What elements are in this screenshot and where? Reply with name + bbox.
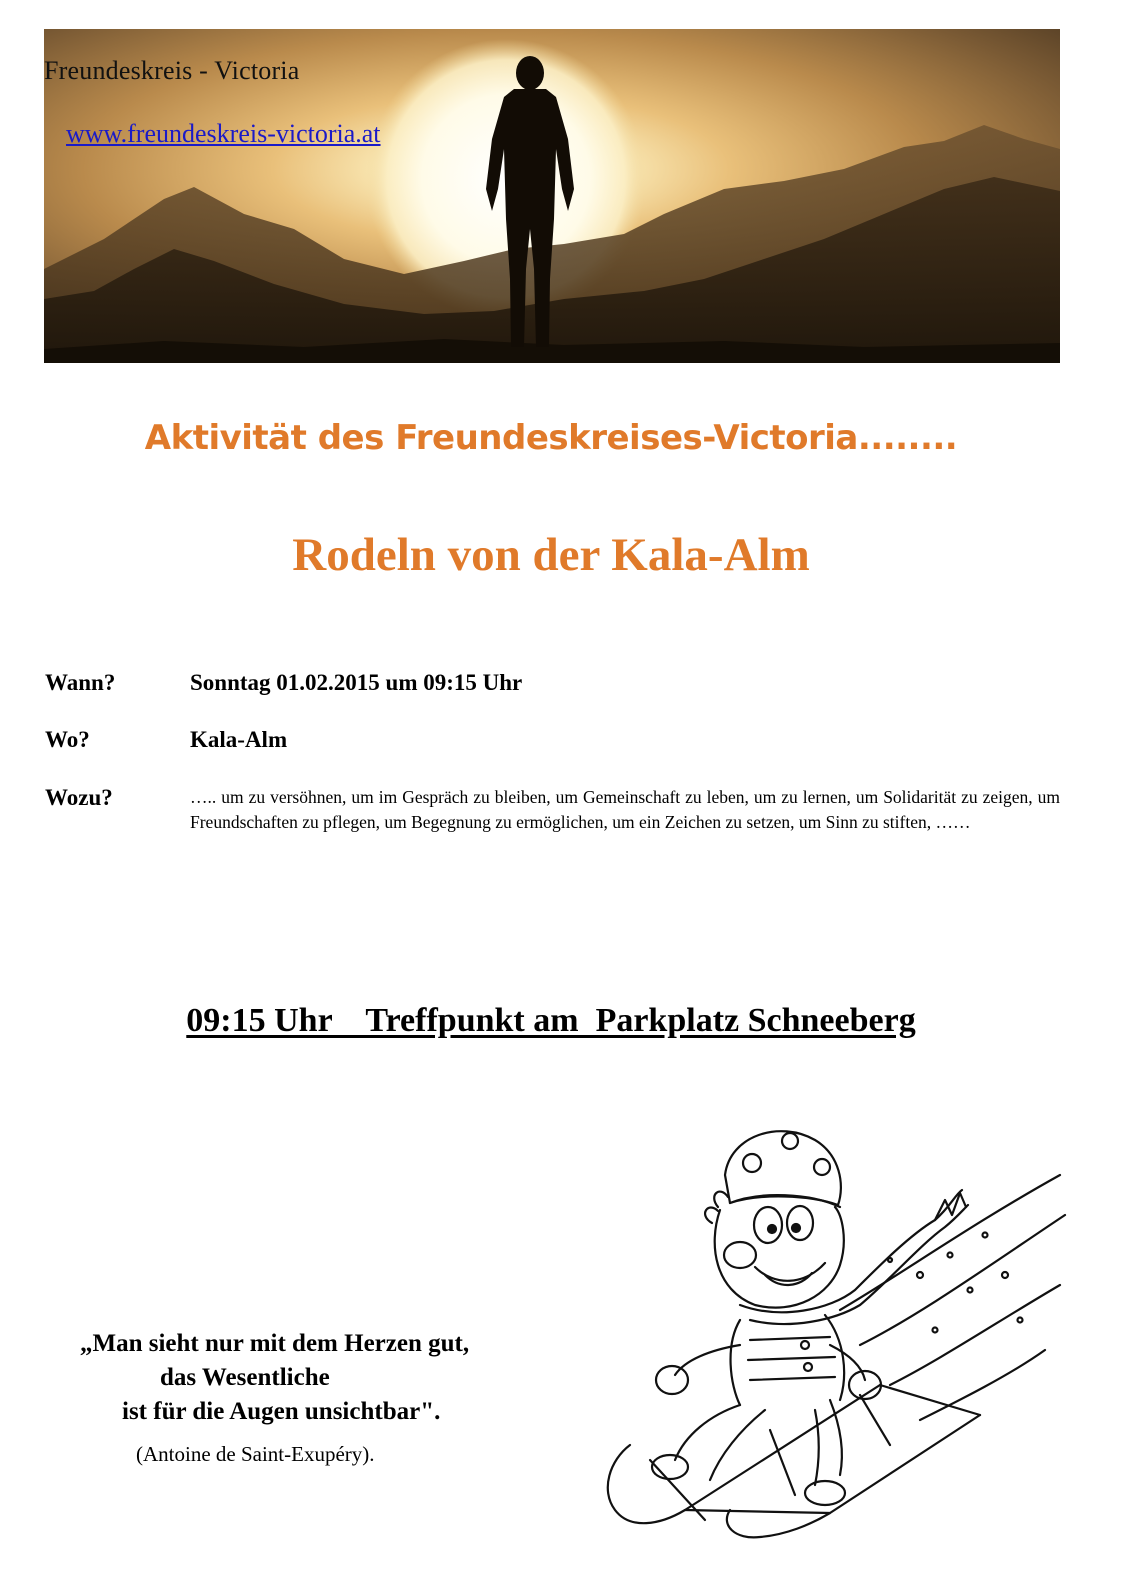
when-value: Sonntag 01.02.2015 um 09:15 Uhr [190,670,523,695]
why-value: ….. um zu versöhnen, um im Gespräch zu bleiben, um Gemeinschaft zu leben, um zu lernen, um Solidarität zu zeigen, um Freundschaften zu pflegen, um Begegnung zu ermöglichen, um ein Zeichen zu setzen, um Sinn zu stiften, …… [190,787,1060,832]
child-on-sled-illustration [590,1115,1070,1545]
quote-line-1: „Man sieht nur mit dem Herzen gut, [80,1330,470,1357]
website-link[interactable]: www.freundeskreis-victoria.at [66,119,381,148]
meeting-point [0,1002,1102,1040]
organization-name: Freundeskreis - Victoria [44,56,300,85]
activity-heading: Aktivität des Freundeskreises-Victoria........ [144,418,958,458]
where-label: Wo? [45,727,90,752]
where-value: Kala-Alm [190,727,288,752]
quote-line-3: ist für die Augen unsichtbar". [122,1398,441,1425]
event-title: Rodeln von der Kala-Alm [292,529,810,581]
why-label: Wozu? [45,785,113,810]
quote-author: (Antoine de Saint-Exupéry). [136,1442,375,1466]
when-label: Wann? [45,670,116,695]
meeting-point-text: 09:15 Uhr Treffpunkt am Parkplatz Schneeberg [186,1002,916,1039]
quote-line-2: das Wesentliche [160,1364,330,1391]
